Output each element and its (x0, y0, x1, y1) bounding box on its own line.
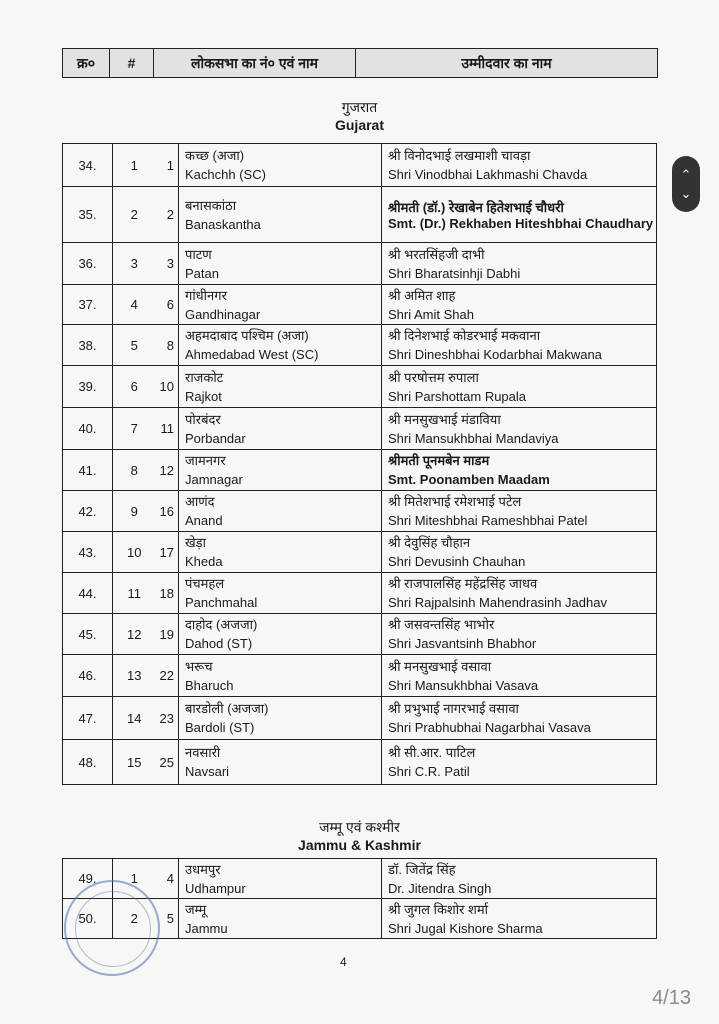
table-row (63, 187, 657, 243)
constituency-cell (179, 655, 382, 697)
serial-number: 43. (63, 532, 113, 573)
constituency-name-hindi: बनासकांठा (185, 197, 237, 213)
candidate-name-english: Shri Parshottam Rupala (388, 388, 527, 404)
constituency-number: 2 (156, 187, 179, 243)
state-seat-number: 2 (113, 187, 156, 243)
header-candidate: उम्मीदवार का नाम (461, 54, 552, 71)
header-constituency: लोकसभा का नं० एवं नाम (154, 49, 356, 77)
constituency-cell (179, 450, 382, 491)
state-seat-number: 6 (113, 366, 156, 408)
constituency-cell (179, 366, 382, 408)
state-seat-number: 11 (113, 573, 156, 614)
constituency-name-hindi: जम्मू (185, 901, 207, 917)
candidate-name-english: Shri Mansukhbhai Mandaviya (388, 430, 559, 446)
state-title-english: Gujarat (334, 117, 384, 133)
party-seal-stamp (64, 880, 160, 976)
candidate-name-hindi: श्री मितेशभाई रमेशभाई पटेल (388, 494, 522, 509)
constituency-name-hindi: दाहोद (अजजा) (185, 617, 258, 632)
candidate-name-english: Shri Mansukhbhai Vasava (388, 677, 539, 693)
candidate-name-hindi: श्री भरतसिंहजी दाभी (388, 246, 485, 262)
constituency-number: 1 (156, 144, 179, 187)
candidate-name-hindi: श्री प्रभुभाई नागरभाई वसावा (388, 701, 519, 716)
constituency-name-hindi: राजकोट (185, 369, 224, 385)
constituency-cell (179, 899, 382, 939)
table-row (63, 325, 657, 366)
state-title-hindi: जम्मू एवं कश्मीर (319, 819, 400, 835)
candidate-name-english: Shri Dineshbhai Kodarbhai Makwana (388, 347, 602, 362)
candidate-name-hindi: श्री दिनेशभाई कोडरभाई मकवाना (388, 328, 541, 343)
constituency-number: 25 (156, 740, 179, 785)
candidate-cell (382, 325, 657, 366)
candidate-cell (382, 532, 657, 573)
candidate-name-english: Dr. Jitendra Singh (388, 880, 492, 896)
constituency-number: 16 (156, 491, 179, 532)
constituency-cell (179, 740, 382, 785)
page-count-indicator: 4/13 (652, 987, 691, 1009)
constituency-number: 3 (156, 243, 179, 285)
constituency-number: 6 (156, 285, 179, 325)
candidate-name-hindi: श्रीमती पूनमबेन माडम (388, 453, 490, 468)
serial-number: 47. (63, 697, 113, 740)
candidate-cell (382, 614, 657, 655)
candidate-cell (382, 144, 657, 187)
state-seat-number: 1 (113, 144, 156, 187)
state-title-english: Jammu & Kashmir (298, 837, 421, 853)
constituency-number: 19 (156, 614, 179, 655)
candidate-name-english: Shri Bharatsinhji Dabhi (388, 265, 521, 281)
table-row (63, 285, 657, 325)
candidate-name-english: Smt. (Dr.) Rekhaben Hiteshbhai Chaudhary (388, 215, 654, 231)
constituency-name-hindi: गांधीनगर (185, 287, 227, 303)
constituency-cell (179, 285, 382, 325)
chevron-up-icon[interactable]: ⌃ (680, 167, 692, 182)
page-number: 4 (340, 955, 347, 969)
state-seat-number: 8 (113, 450, 156, 491)
table-row (63, 144, 657, 187)
state-seat-number: 14 (113, 697, 156, 740)
constituency-cell (179, 243, 382, 285)
constituency-name-hindi: कच्छ (अजा) (185, 148, 245, 163)
state-heading-jammu-kashmir (0, 818, 719, 854)
candidate-name-english: Shri Rajpalsinh Mahendrasinh Jadhav (388, 595, 607, 610)
candidate-name-hindi: श्री जसवन्तसिंह भाभोर (388, 617, 495, 632)
state-seat-number: 12 (113, 614, 156, 655)
serial-number: 36. (63, 243, 113, 285)
constituency-cell (179, 697, 382, 740)
constituency-name-hindi: पंचमहल (185, 576, 225, 591)
candidate-cell (382, 697, 657, 740)
constituency-cell (179, 614, 382, 655)
table-row (63, 408, 657, 450)
constituency-name-english: Kheda (185, 554, 223, 569)
candidate-name-hindi: श्री सी.आर. पाटिल (388, 745, 476, 760)
constituency-name-hindi: बारडोली (अजजा) (185, 701, 269, 716)
constituency-name-english: Panchmahal (185, 595, 258, 610)
candidate-name-hindi: श्री मनसुखभाई वसावा (388, 658, 492, 674)
constituency-name-hindi: भरूच (185, 658, 213, 674)
table-row (63, 366, 657, 408)
constituency-name-english: Anand (185, 513, 223, 528)
candidate-name-hindi: श्री मनसुखभाई मंडाविया (388, 411, 501, 427)
candidate-cell (382, 491, 657, 532)
constituency-name-english: Rajkot (185, 388, 222, 404)
state-seat-number: 4 (113, 285, 156, 325)
state-heading-gujarat (0, 98, 719, 134)
candidate-name-hindi: श्री विनोदभाई लखमाशी चावड़ा (388, 148, 531, 163)
constituency-name-hindi: पोरबंदर (185, 411, 221, 427)
constituency-number: 17 (156, 532, 179, 573)
serial-number: 39. (63, 366, 113, 408)
state-seat-number: 3 (113, 243, 156, 285)
serial-number: 35. (63, 187, 113, 243)
table-row (63, 740, 657, 785)
candidate-cell (382, 285, 657, 325)
serial-number: 46. (63, 655, 113, 697)
state-title-hindi: गुजरात (341, 99, 378, 115)
constituency-number: 4 (156, 859, 179, 899)
candidate-cell (382, 899, 657, 939)
constituency-name-hindi: नवसारी (185, 745, 221, 760)
table-row (63, 614, 657, 655)
candidate-name-english: Smt. Poonamben Maadam (388, 472, 550, 487)
table-row (63, 243, 657, 285)
table-row (63, 532, 657, 573)
constituency-number: 10 (156, 366, 179, 408)
candidate-name-hindi: श्री जुगल किशोर शर्मा (388, 901, 489, 917)
constituency-cell (179, 532, 382, 573)
constituency-number: 18 (156, 573, 179, 614)
state-seat-number: 5 (113, 325, 156, 366)
serial-number: 44. (63, 573, 113, 614)
candidate-name-english: Shri Jasvantsinh Bhabhor (388, 636, 537, 651)
serial-number: 37. (63, 285, 113, 325)
constituency-name-english: Ahmedabad West (SC) (185, 347, 319, 362)
constituency-name-english: Porbandar (185, 430, 246, 446)
constituency-name-english: Jamnagar (185, 472, 243, 487)
candidate-cell (382, 740, 657, 785)
serial-number: 40. (63, 408, 113, 450)
header-hash: # (110, 49, 154, 77)
state-seat-number: 13 (113, 655, 156, 697)
constituency-name-hindi: जामनगर (185, 453, 226, 468)
candidate-cell (382, 450, 657, 491)
serial-number: 41. (63, 450, 113, 491)
constituency-name-english: Bharuch (185, 677, 234, 693)
constituency-cell (179, 573, 382, 614)
candidate-name-english: Shri Devusinh Chauhan (388, 554, 526, 569)
constituency-name-english: Gandhinagar (185, 306, 261, 322)
constituency-name-hindi: अहमदाबाद पश्चिम (अजा) (185, 328, 309, 343)
gujarat-candidates-table (62, 143, 657, 785)
constituency-name-english: Udhampur (185, 880, 246, 896)
candidate-name-english: Shri Amit Shah (388, 306, 474, 322)
constituency-cell (179, 325, 382, 366)
chevron-down-icon[interactable]: ⌄ (680, 186, 692, 201)
candidate-name-hindi: श्री परषोत्तम रुपाला (388, 369, 479, 385)
constituency-name-english: Bardoli (ST) (185, 720, 255, 735)
candidate-name-english: Shri C.R. Patil (388, 764, 470, 779)
constituency-name-english: Jammu (185, 920, 228, 936)
candidate-name-english: Shri Jugal Kishore Sharma (388, 920, 543, 936)
serial-number: 49. (63, 859, 113, 899)
constituency-number: 5 (156, 899, 179, 939)
candidate-name-hindi: डॉ. जितेंद्र सिंह (388, 861, 456, 877)
constituency-name-hindi: उधमपुर (185, 861, 221, 877)
serial-number: 45. (63, 614, 113, 655)
table-row (63, 450, 657, 491)
constituency-cell (179, 408, 382, 450)
constituency-name-hindi: आणंद (185, 494, 215, 509)
table-row (63, 697, 657, 740)
candidate-cell (382, 655, 657, 697)
candidate-name-english: Shri Prabhubhai Nagarbhai Vasava (388, 720, 591, 735)
constituency-number: 12 (156, 450, 179, 491)
candidate-cell (382, 243, 657, 285)
candidate-name-hindi: श्री देवुसिंह चौहान (388, 535, 471, 550)
candidate-name-english: Shri Vinodbhai Lakhmashi Chavda (388, 167, 588, 182)
state-seat-number: 2 (113, 899, 156, 939)
constituency-name-english: Patan (185, 265, 219, 281)
table-row (63, 859, 657, 899)
table-row (63, 655, 657, 697)
constituency-number: 11 (156, 408, 179, 450)
page-scroll-control[interactable] (672, 156, 700, 212)
serial-number: 50. (63, 899, 113, 939)
header-serial: क्र० (63, 49, 110, 77)
candidate-name-hindi: श्री अमित शाह (388, 287, 456, 303)
constituency-number: 23 (156, 697, 179, 740)
serial-number: 38. (63, 325, 113, 366)
state-seat-number: 15 (113, 740, 156, 785)
state-seat-number: 7 (113, 408, 156, 450)
candidate-cell (382, 573, 657, 614)
constituency-name-hindi: पाटण (185, 246, 212, 262)
candidate-cell (382, 366, 657, 408)
constituency-cell (179, 859, 382, 899)
constituency-number: 22 (156, 655, 179, 697)
candidate-name-hindi: श्रीमती (डॉ.) रेखाबेन हितेशभाई चौधरी (388, 199, 564, 215)
constituency-name-hindi: खेड़ा (185, 535, 206, 550)
constituency-number: 8 (156, 325, 179, 366)
serial-number: 48. (63, 740, 113, 785)
constituency-cell (179, 491, 382, 532)
constituency-name-english: Kachchh (SC) (185, 167, 266, 182)
serial-number: 42. (63, 491, 113, 532)
table-header (62, 48, 658, 78)
table-row (63, 491, 657, 532)
table-row (63, 573, 657, 614)
constituency-name-english: Dahod (ST) (185, 636, 253, 651)
candidate-cell (382, 187, 657, 243)
constituency-cell (179, 187, 382, 243)
candidate-name-hindi: श्री राजपालसिंह महेंद्रसिंह जाधव (388, 576, 538, 591)
state-seat-number: 10 (113, 532, 156, 573)
candidate-cell (382, 859, 657, 899)
candidate-name-english: Shri Miteshbhai Rameshbhai Patel (388, 513, 588, 528)
state-seat-number: 9 (113, 491, 156, 532)
constituency-name-english: Banaskantha (185, 216, 261, 232)
constituency-cell (179, 144, 382, 187)
state-seat-number: 1 (113, 859, 156, 899)
constituency-name-english: Navsari (185, 764, 230, 779)
serial-number: 34. (63, 144, 113, 187)
candidate-cell (382, 408, 657, 450)
